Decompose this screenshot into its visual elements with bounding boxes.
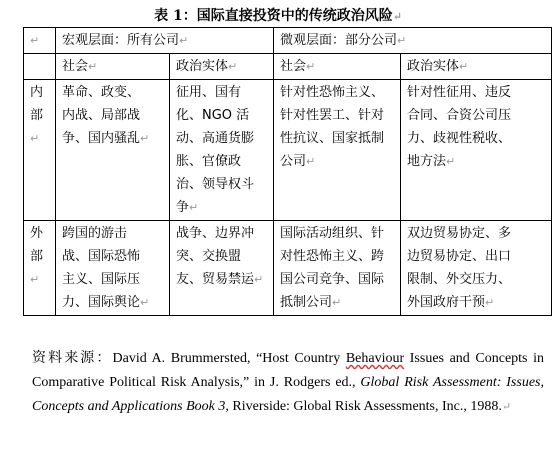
paragraph-mark: ↵ bbox=[140, 132, 150, 145]
paragraph-mark: ↵ bbox=[392, 10, 402, 23]
citation-suffix: , Riverside: Global Risk Assessments, Inc., 1988. bbox=[225, 399, 502, 414]
cell-text: 战争、边界冲 突、交换盟 友、贸易禁运 bbox=[176, 226, 255, 287]
table-cell bbox=[401, 221, 552, 316]
table-row bbox=[24, 221, 552, 316]
paragraph-mark: ↵ bbox=[501, 401, 512, 413]
cell-text: 双边贸易协定、多 边贸易协定、出口 限制、外交压力、 外国政府干预 bbox=[407, 226, 512, 310]
spellcheck-underlined-word: Behaviour bbox=[345, 351, 405, 366]
micro-level-header bbox=[274, 28, 552, 54]
citation-prefix: 资料来源：David A. Brummersted, “Host Country bbox=[32, 351, 346, 366]
paragraph-mark: ↵ bbox=[254, 273, 264, 286]
cell-text: 针对性征用、违反 合同、合资公司压 力、歧视性税收、 地方法 bbox=[407, 85, 512, 169]
table-cell bbox=[56, 221, 170, 316]
table-cell bbox=[274, 80, 401, 221]
table-cell bbox=[274, 221, 401, 316]
paragraph-mark: ↵ bbox=[179, 34, 189, 47]
table-cell bbox=[56, 80, 170, 221]
political-risk-table bbox=[23, 27, 552, 316]
label-column-cell bbox=[24, 54, 56, 80]
cell-text: 国际活动组织、针 对性恐怖主义、跨 国公司竞争、国际 抵制公司 bbox=[280, 226, 385, 310]
subheader-cell bbox=[401, 54, 552, 80]
citation-book-title: Global Risk Assessment: Issues, Concepts and Applications Book 3 bbox=[32, 375, 544, 414]
paragraph-mark: ↵ bbox=[306, 155, 316, 168]
macro-level-header bbox=[56, 28, 274, 54]
subheader-text: 社会 bbox=[62, 59, 89, 74]
paragraph-mark: ↵ bbox=[306, 60, 316, 73]
cell-text: 征用、国有 化、NGO 活 动、高通货膨 胀、官僚政 治、领导权斗 争 bbox=[176, 85, 255, 215]
micro-header-text: 微观层面：部分公司 bbox=[280, 33, 398, 48]
paragraph-mark: ↵ bbox=[140, 296, 150, 309]
row-label-internal bbox=[24, 80, 56, 221]
table-header-row bbox=[24, 28, 552, 54]
paragraph-mark: ↵ bbox=[228, 60, 238, 73]
paragraph-mark: ↵ bbox=[30, 273, 40, 286]
subheader-text: 社会 bbox=[280, 59, 307, 74]
paragraph-mark: ↵ bbox=[485, 296, 495, 309]
paragraph-mark: ↵ bbox=[332, 296, 342, 309]
table-cell bbox=[170, 221, 274, 316]
table-subheader-row bbox=[24, 54, 552, 80]
cell-text: 跨国的游击 战、国际恐怖 主义、国际压 力、国际舆论 bbox=[62, 226, 141, 310]
table-row bbox=[24, 80, 552, 221]
paragraph-mark: ↵ bbox=[459, 60, 469, 73]
subheader-cell bbox=[274, 54, 401, 80]
paragraph-mark: ↵ bbox=[446, 155, 456, 168]
row-label-text: 内 部 bbox=[30, 85, 44, 123]
paragraph-mark: ↵ bbox=[189, 201, 199, 214]
source-citation bbox=[32, 347, 544, 419]
paragraph-mark: ↵ bbox=[397, 34, 407, 47]
paragraph-mark: ↵ bbox=[30, 132, 40, 145]
subheader-cell bbox=[170, 54, 274, 80]
table-cell bbox=[170, 80, 274, 221]
paragraph-mark: ↵ bbox=[88, 60, 98, 73]
cell-text: 革命、政变、 内战、局部战 争、国内骚乱 bbox=[62, 85, 141, 146]
row-label-external bbox=[24, 221, 56, 316]
row-label-text: 外 部 bbox=[30, 226, 44, 264]
citation-middle: Issues and Concepts in Comparative Political Risk Analysis,” in J. Rodgers ed., bbox=[32, 351, 544, 390]
subheader-cell bbox=[56, 54, 170, 80]
table-title bbox=[0, 5, 556, 25]
cell-text: 针对性恐怖主义、 针对性罢工、针对 性抗议、国家抵制 公司 bbox=[280, 85, 385, 169]
paragraph-mark: ↵ bbox=[30, 34, 40, 47]
macro-header-text: 宏观层面：所有公司 bbox=[62, 33, 180, 48]
subheader-text: 政治实体 bbox=[407, 59, 460, 74]
subheader-text: 政治实体 bbox=[176, 59, 229, 74]
corner-cell bbox=[24, 28, 56, 54]
table-cell bbox=[401, 80, 552, 221]
table-title-text: 表 1：国际直接投资中的传统政治风险 bbox=[154, 8, 393, 24]
